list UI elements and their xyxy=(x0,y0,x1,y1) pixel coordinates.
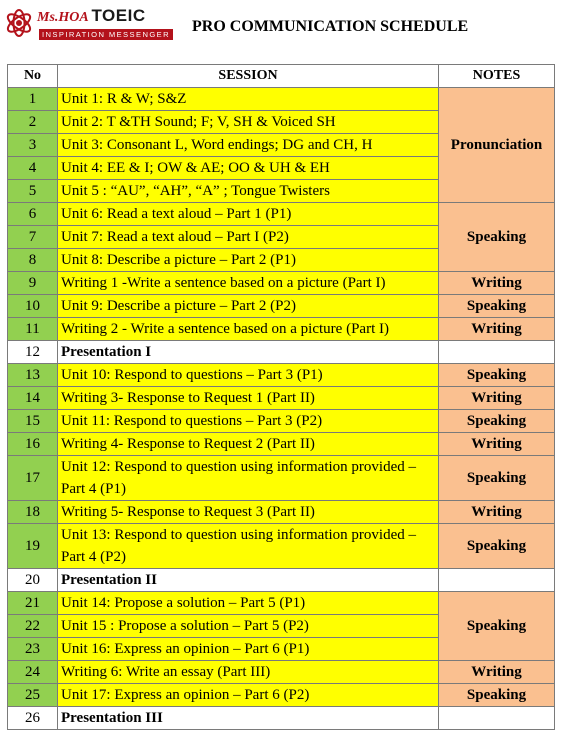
table-row xyxy=(8,318,555,341)
column-header-no: No xyxy=(8,65,58,88)
table-row xyxy=(8,387,555,410)
schedule-table xyxy=(7,64,555,730)
session-cell: Unit 14: Propose a solution – Part 5 (P1) xyxy=(58,592,439,615)
table-row xyxy=(8,295,555,318)
notes-cell: Speaking xyxy=(439,592,555,661)
row-number: 10 xyxy=(8,295,58,318)
session-cell: Unit 4: EE & I; OW & AE; OO & UH & EH xyxy=(58,157,439,180)
session-cell: Unit 9: Describe a picture – Part 2 (P2) xyxy=(58,295,439,318)
table-row xyxy=(8,203,555,226)
logo-product-name: TOEIC xyxy=(91,6,146,25)
table-row xyxy=(8,410,555,433)
row-number: 17 xyxy=(8,456,58,501)
table-row xyxy=(8,661,555,684)
session-cell: Unit 2: T &TH Sound; F; V, SH & Voiced SH xyxy=(58,111,439,134)
row-number: 4 xyxy=(8,157,58,180)
row-number: 22 xyxy=(8,615,58,638)
row-number: 7 xyxy=(8,226,58,249)
row-number: 16 xyxy=(8,433,58,456)
notes-cell: Speaking xyxy=(439,456,555,501)
session-cell: Unit 6: Read a text aloud – Part 1 (P1) xyxy=(58,203,439,226)
logo-tagline: INSPIRATION MESSENGER xyxy=(39,29,173,40)
page-title: PRO COMMUNICATION SCHEDULE xyxy=(192,18,469,35)
notes-cell: Writing xyxy=(439,387,555,410)
atom-icon xyxy=(4,4,36,42)
notes-cell: Speaking xyxy=(439,295,555,318)
notes-cell: Speaking xyxy=(439,684,555,707)
notes-cell: Pronunciation xyxy=(439,88,555,203)
notes-cell: Writing xyxy=(439,433,555,456)
session-cell: Writing 6: Write an essay (Part III) xyxy=(58,661,439,684)
notes-cell: Speaking xyxy=(439,203,555,272)
table-row xyxy=(8,569,555,592)
notes-cell-empty xyxy=(439,707,555,730)
session-cell: Unit 17: Express an opinion – Part 6 (P2) xyxy=(58,684,439,707)
notes-cell: Speaking xyxy=(439,524,555,569)
session-cell: Unit 5 : “AU”, “AH”, “A” ; Tongue Twisters xyxy=(58,180,439,203)
session-cell: Unit 10: Respond to questions – Part 3 (P1) xyxy=(58,364,439,387)
table-row xyxy=(8,684,555,707)
row-number: 13 xyxy=(8,364,58,387)
row-number: 5 xyxy=(8,180,58,203)
row-number: 9 xyxy=(8,272,58,295)
row-number: 14 xyxy=(8,387,58,410)
table-row xyxy=(8,524,555,569)
row-number: 21 xyxy=(8,592,58,615)
row-number: 18 xyxy=(8,501,58,524)
notes-cell: Speaking xyxy=(439,410,555,433)
session-cell: Writing 2 - Write a sentence based on a picture (Part I) xyxy=(58,318,439,341)
row-number: 23 xyxy=(8,638,58,661)
table-row xyxy=(8,456,555,501)
row-number: 12 xyxy=(8,341,58,364)
session-cell: Writing 1 -Write a sentence based on a picture (Part I) xyxy=(58,272,439,295)
session-cell: Unit 12: Respond to question using information provided – Part 4 (P1) xyxy=(58,456,439,501)
table-row xyxy=(8,272,555,295)
row-number: 24 xyxy=(8,661,58,684)
row-number: 15 xyxy=(8,410,58,433)
session-cell: Presentation III xyxy=(58,707,439,730)
session-cell: Writing 3- Response to Request 1 (Part II) xyxy=(58,387,439,410)
column-header-notes: NOTES xyxy=(439,65,555,88)
row-number: 11 xyxy=(8,318,58,341)
notes-cell: Writing xyxy=(439,272,555,295)
column-header-session: SESSION xyxy=(58,65,439,88)
session-cell: Writing 4- Response to Request 2 (Part II) xyxy=(58,433,439,456)
row-number: 26 xyxy=(8,707,58,730)
notes-cell: Writing xyxy=(439,318,555,341)
row-number: 20 xyxy=(8,569,58,592)
session-cell: Unit 11: Respond to questions – Part 3 (P2) xyxy=(58,410,439,433)
session-cell: Unit 1: R & W; S&Z xyxy=(58,88,439,111)
row-number: 8 xyxy=(8,249,58,272)
row-number: 3 xyxy=(8,134,58,157)
row-number: 1 xyxy=(8,88,58,111)
table-header-row xyxy=(8,65,555,88)
table-row xyxy=(8,501,555,524)
session-cell: Presentation II xyxy=(58,569,439,592)
logo-brand-name: Ms.HOA xyxy=(37,10,88,25)
session-cell: Writing 5- Response to Request 3 (Part II) xyxy=(58,501,439,524)
session-cell: Unit 15 : Propose a solution – Part 5 (P2) xyxy=(58,615,439,638)
session-cell: Presentation I xyxy=(58,341,439,364)
notes-cell: Writing xyxy=(439,661,555,684)
session-cell: Unit 3: Consonant L, Word endings; DG and CH, H xyxy=(58,134,439,157)
session-cell: Unit 7: Read a text aloud – Part I (P2) xyxy=(58,226,439,249)
notes-cell: Writing xyxy=(439,501,555,524)
table-row xyxy=(8,88,555,111)
table-row xyxy=(8,707,555,730)
row-number: 6 xyxy=(8,203,58,226)
table-row xyxy=(8,364,555,387)
row-number: 2 xyxy=(8,111,58,134)
row-number: 25 xyxy=(8,684,58,707)
brand-logo xyxy=(4,2,170,44)
notes-cell-empty xyxy=(439,569,555,592)
session-cell: Unit 16: Express an opinion – Part 6 (P1) xyxy=(58,638,439,661)
row-number: 19 xyxy=(8,524,58,569)
table-row xyxy=(8,433,555,456)
table-row xyxy=(8,341,555,364)
session-cell: Unit 8: Describe a picture – Part 2 (P1) xyxy=(58,249,439,272)
page-header xyxy=(0,0,561,62)
logo-wordmark xyxy=(37,6,146,26)
table-row xyxy=(8,592,555,615)
notes-cell: Speaking xyxy=(439,364,555,387)
session-cell: Unit 13: Respond to question using information provided – Part 4 (P2) xyxy=(58,524,439,569)
notes-cell-empty xyxy=(439,341,555,364)
